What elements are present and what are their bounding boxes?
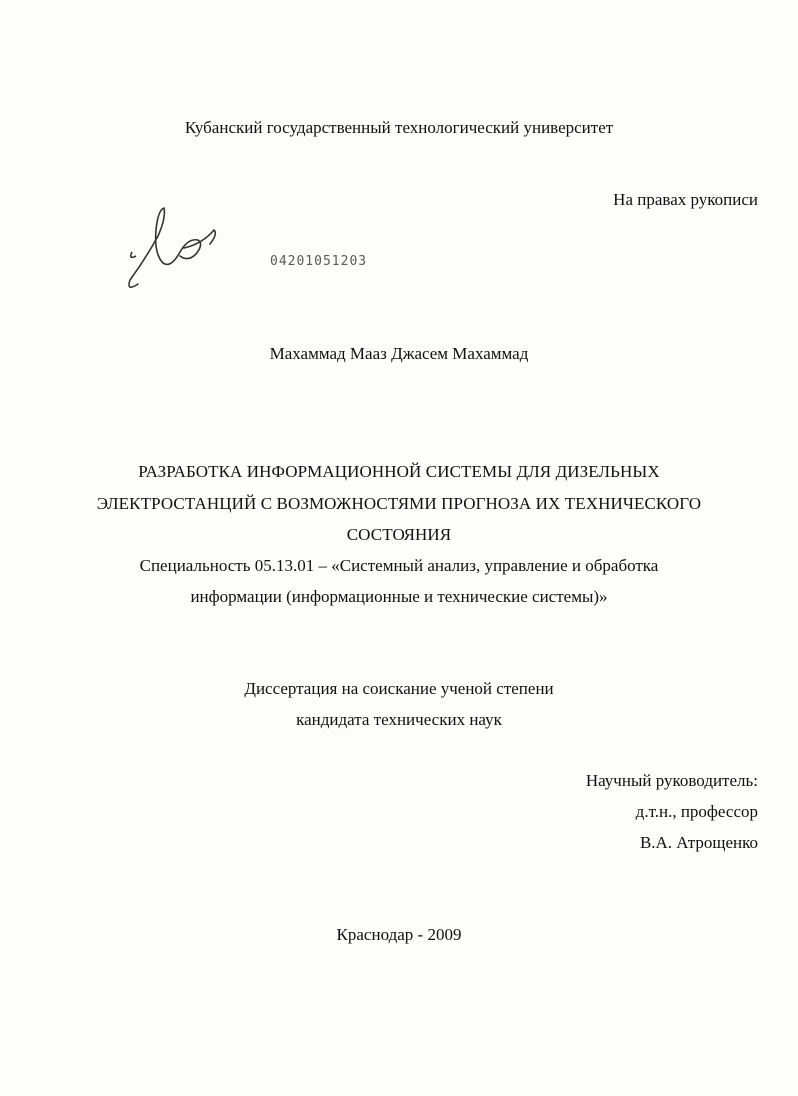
thesis-title-line-1: РАЗРАБОТКА ИНФОРМАЦИОННОЙ СИСТЕМЫ ДЛЯ ДИЗЕЛЬНЫХ [138,462,660,481]
place-and-year: Краснодар - 2009 [336,925,462,944]
supervisor-label: Научный руководитель: [585,771,758,790]
specialty-line-2: информации (информационные и технические системы)» [190,587,608,606]
supervisor-name: В.А. Атрощенко [639,833,758,852]
degree-line-2: кандидата технических наук [296,710,502,729]
degree-line-1: Диссертация на соискание ученой степени [244,679,554,698]
archive-number-stamp: 04201051203 [270,254,368,269]
thesis-title-line-2: ЭЛЕКТРОСТАНЦИЙ С ВОЗМОЖНОСТЯМИ ПРОГНОЗА ИХ ТЕХНИЧЕСКОГО [96,494,702,513]
supervisor-degree: д.т.н., профессор [635,802,758,821]
thesis-title-line-3: СОСТОЯНИЯ [346,525,452,544]
specialty-line-1: Специальность 05.13.01 – «Системный анализ, управление и обработка [139,556,659,575]
handwritten-signature [118,200,228,300]
author-name: Махаммад Мааз Джасем Махаммад [269,344,529,363]
university-name: Кубанский государственный технологический университет [184,118,614,137]
manuscript-rights-note: На правах рукописи [613,190,758,209]
